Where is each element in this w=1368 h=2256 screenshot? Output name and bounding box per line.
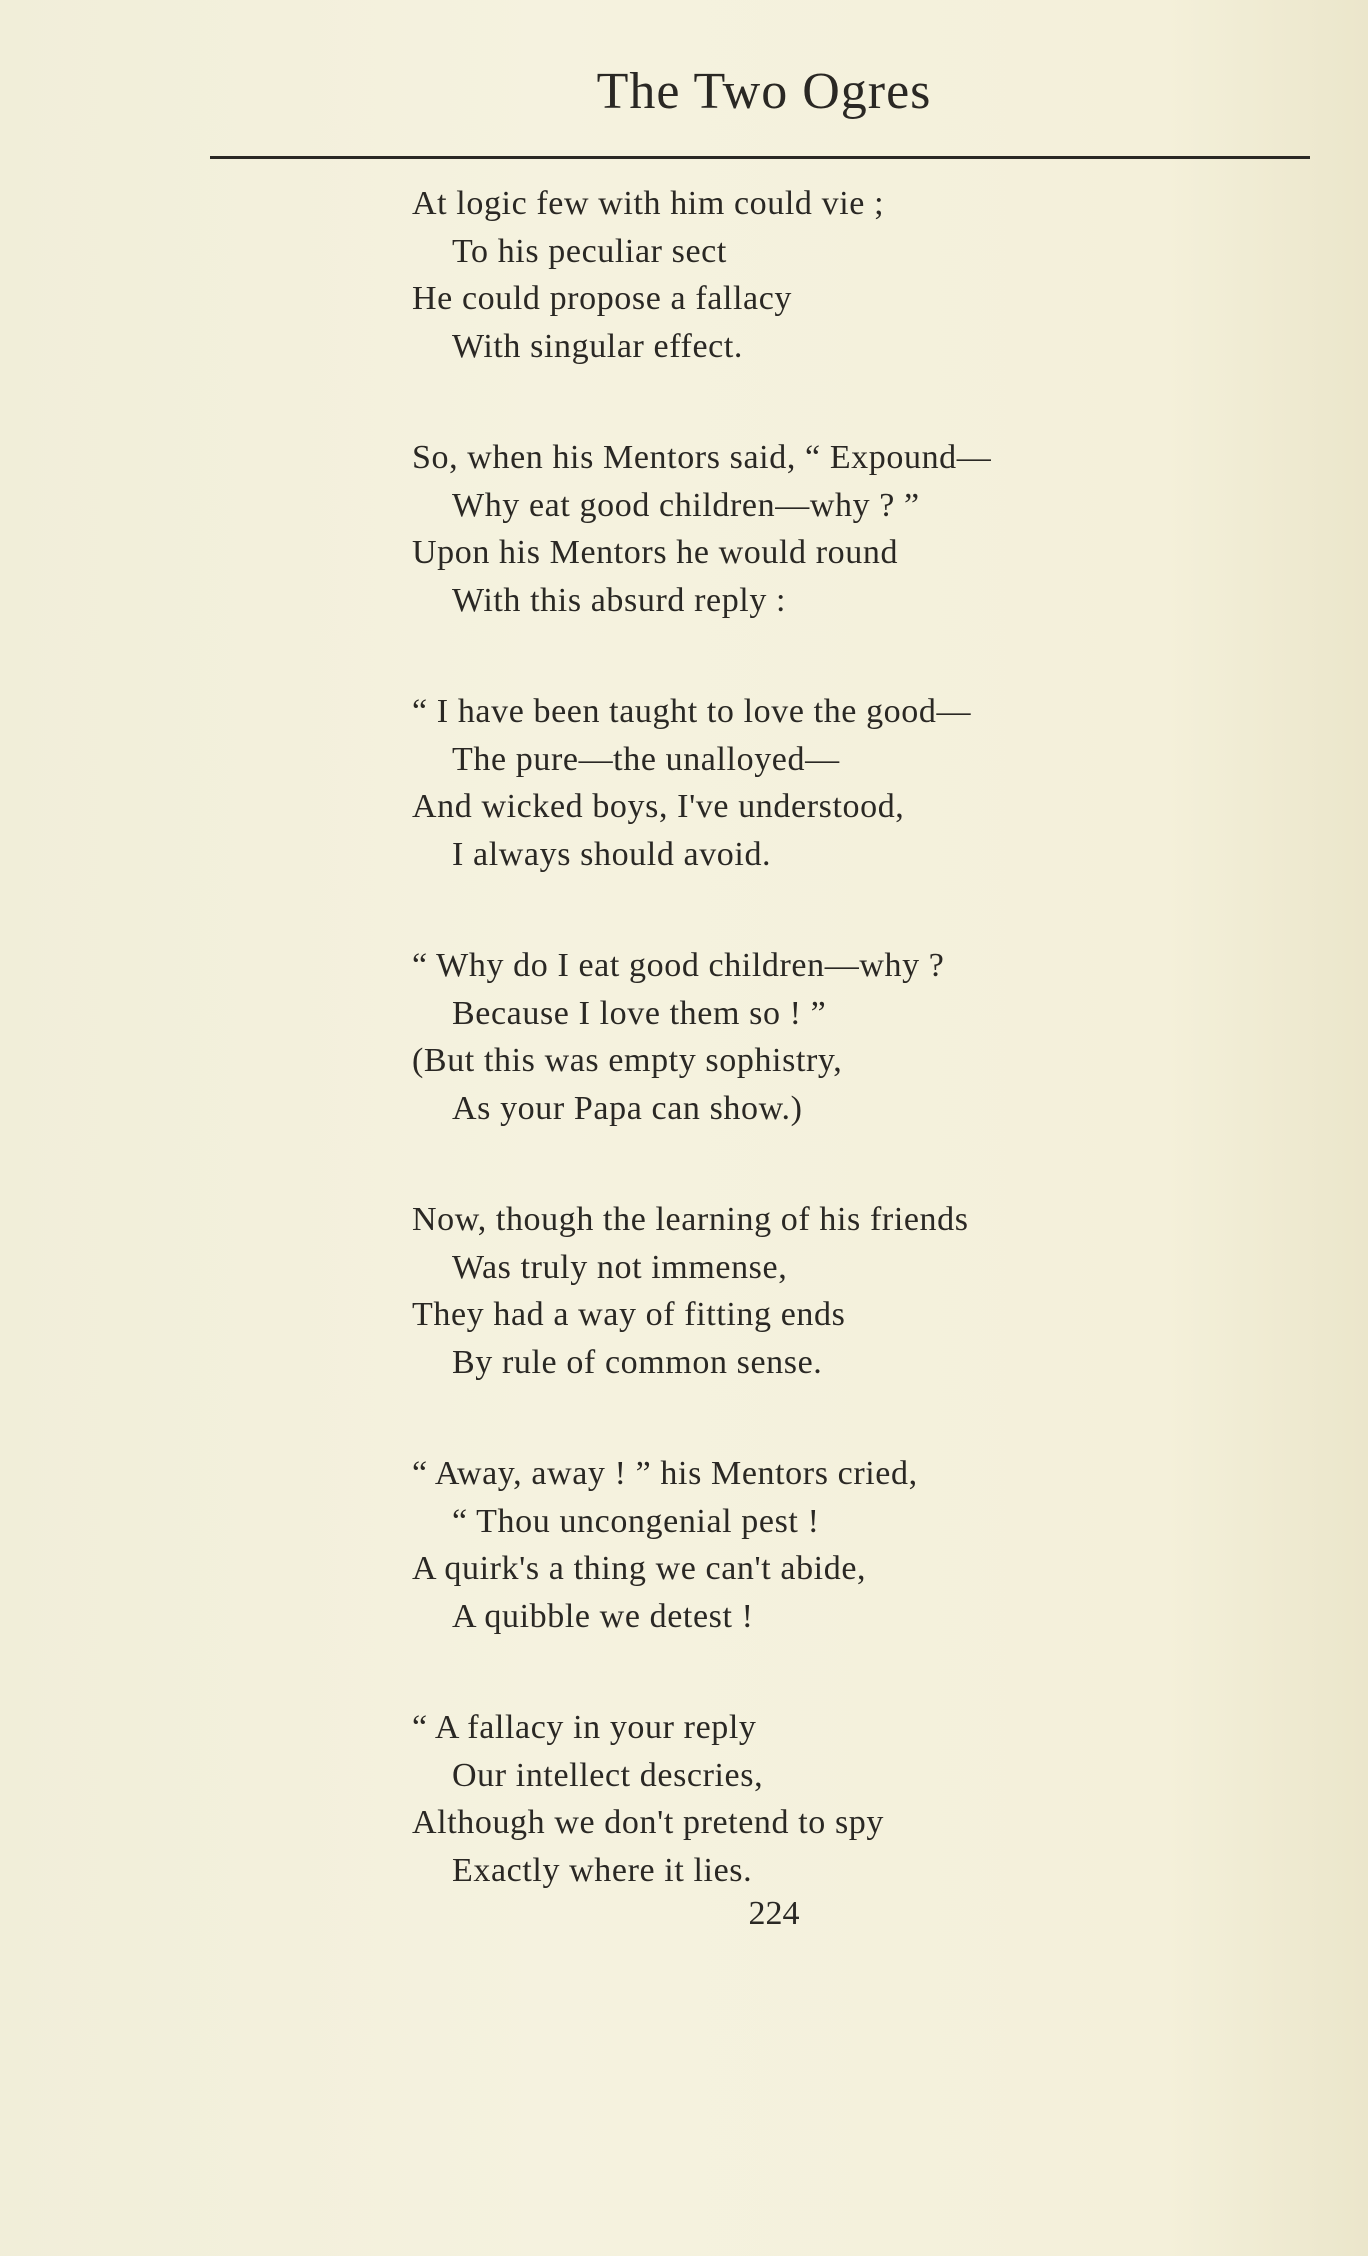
stanza-6 bbox=[412, 1450, 1232, 1640]
poem-line: “ Why do I eat good children—why ? bbox=[412, 947, 945, 984]
poem-line: Upon his Mentors he would round bbox=[412, 534, 899, 571]
poem-line: “ A fallacy in your reply bbox=[412, 1709, 757, 1746]
page-number: 224 bbox=[748, 1895, 800, 1932]
stanza-3 bbox=[412, 688, 1232, 878]
poem-line: At logic few with him could vie ; bbox=[412, 185, 885, 222]
poem-line: Was truly not immense, bbox=[452, 1248, 788, 1286]
poem-line: So, when his Mentors said, “ Expound— bbox=[412, 439, 992, 476]
poem-line: Although we don't pretend to spy bbox=[412, 1804, 884, 1841]
poem-line: As your Papa can show.) bbox=[452, 1089, 803, 1127]
stanza-1 bbox=[412, 180, 1232, 370]
poem-line: “ I have been taught to love the good— bbox=[412, 693, 972, 730]
poem-line: “ Away, away ! ” his Mentors cried, bbox=[412, 1455, 918, 1492]
poem-line: A quirk's a thing we can't abide, bbox=[412, 1550, 867, 1587]
poem-line: To his peculiar sect bbox=[452, 232, 727, 270]
running-title: The Two Ogres bbox=[596, 63, 932, 120]
stanza-7 bbox=[412, 1704, 1232, 1894]
stanza-4 bbox=[412, 942, 1232, 1132]
poem-line: Why eat good children—why ? ” bbox=[452, 486, 920, 524]
poem bbox=[412, 180, 1232, 1958]
poem-line: “ Thou uncongenial pest ! bbox=[452, 1502, 820, 1540]
stanza-5 bbox=[412, 1196, 1232, 1386]
poem-line: Because I love them so ! ” bbox=[452, 994, 827, 1032]
poem-line: Now, though the learning of his friends bbox=[412, 1201, 969, 1238]
poem-line: (But this was empty sophistry, bbox=[412, 1042, 843, 1079]
poem-line: A quibble we detest ! bbox=[452, 1597, 754, 1635]
poem-line: Our intellect descries, bbox=[452, 1756, 764, 1794]
poem-line: Exactly where it lies. bbox=[452, 1851, 753, 1889]
stanza-2 bbox=[412, 434, 1232, 624]
poem-line: The pure—the unalloyed— bbox=[452, 740, 840, 778]
poem-line: With singular effect. bbox=[452, 327, 744, 365]
poem-line: They had a way of fitting ends bbox=[412, 1296, 846, 1333]
poem-line: He could propose a fallacy bbox=[412, 280, 793, 317]
poem-line: By rule of common sense. bbox=[452, 1343, 823, 1381]
poem-line: And wicked boys, I've understood, bbox=[412, 788, 905, 825]
poem-line: With this absurd reply : bbox=[452, 581, 787, 619]
poem-line: I always should avoid. bbox=[452, 835, 772, 873]
header-rule bbox=[210, 156, 1310, 159]
